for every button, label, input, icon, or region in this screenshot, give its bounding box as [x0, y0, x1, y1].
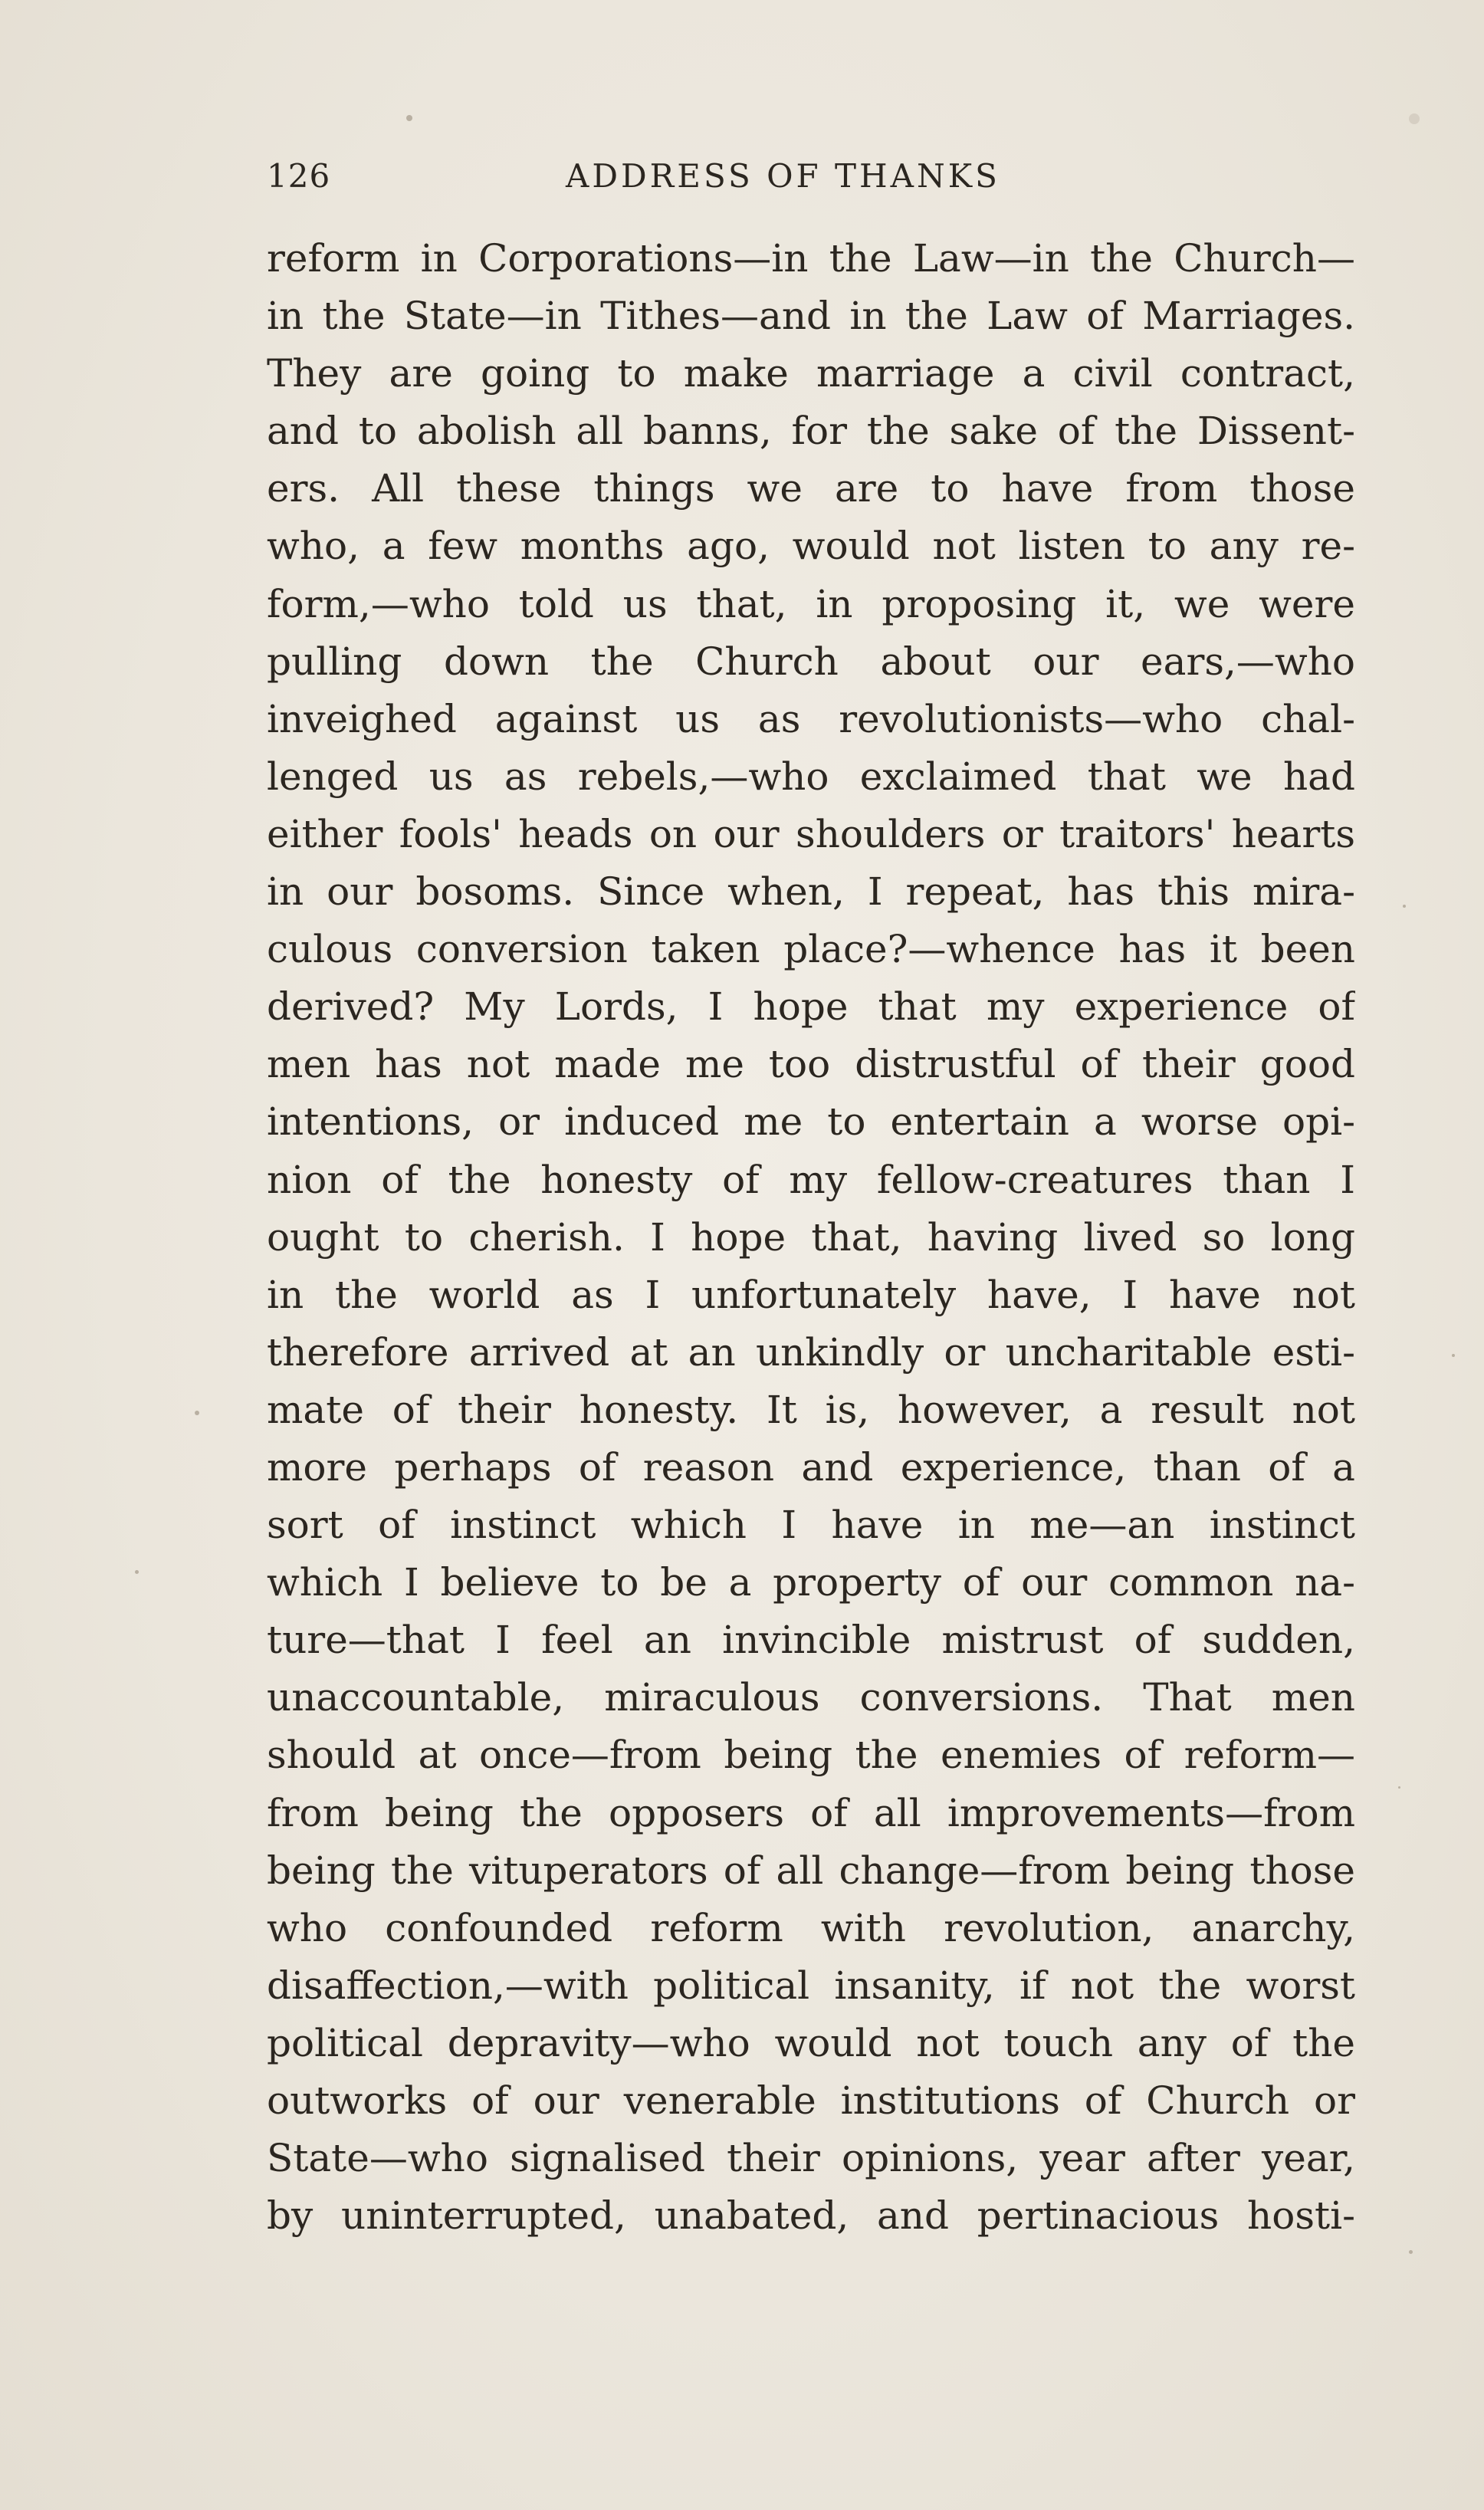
text-line: political depravity—who would not touch any of the	[267, 2020, 1355, 2065]
text-line: ought to cherish. I hope that, having lived so long	[267, 1214, 1355, 1260]
text-line: by uninterrupted, unabated, and pertinacious hosti-	[267, 2193, 1355, 2239]
running-head: ADDRESS OF THANKS	[566, 157, 1000, 195]
text-line: either fools' heads on our shoulders or traitors' hearts	[267, 811, 1355, 856]
text-line: more perhaps of reason and experience, than of a	[267, 1444, 1355, 1490]
text-line: who, a few months ago, would not listen to any re-	[267, 524, 1355, 569]
paper-speck	[1398, 1786, 1400, 1789]
text-line: reform in Corporations—in the Law—in the Church—	[267, 236, 1355, 281]
paper-speck	[406, 115, 412, 121]
paper-speck	[1409, 113, 1420, 124]
paper-speck	[1452, 1354, 1455, 1357]
text-line: in our bosoms. Since when, I repeat, has this mira-	[267, 869, 1355, 915]
text-line: State—who signalised their opinions, year after year,	[267, 2136, 1355, 2181]
text-line: in the State—in Tithes—and in the Law of Marriages.	[267, 294, 1355, 339]
text-line: disaffection,—with political insanity, if not the worst	[267, 1963, 1355, 2008]
text-line: inveighed against us as revolutionists—who chal-	[267, 696, 1355, 741]
page-header	[267, 153, 1049, 199]
text-line: who confounded reform with revolution, anarchy,	[267, 1905, 1355, 1950]
text-line: nion of the honesty of my fellow-creatures than I	[267, 1157, 1355, 1202]
text-line: outworks of our venerable institutions of Church or	[267, 2078, 1355, 2123]
paper-speck	[195, 1411, 199, 1415]
text-line: ers. All these things we are to have from those	[267, 466, 1355, 511]
text-line: in the world as I unfortunately have, I have not	[267, 1272, 1355, 1317]
text-line: pulling down the Church about our ears,—who	[267, 639, 1355, 684]
text-line: culous conversion taken place?—whence has it been	[267, 927, 1355, 972]
text-line: sort of instinct which I have in me—an instinct	[267, 1503, 1355, 1548]
paper-speck	[135, 1570, 139, 1574]
text-line: form,—who told us that, in proposing it, we were	[267, 581, 1355, 626]
text-line: mate of their honesty. It is, however, a result not	[267, 1387, 1355, 1432]
text-line: and to abolish all banns, for the sake of the Dissent-	[267, 409, 1355, 454]
text-line: ture—that I feel an invincible mistrust of sudden,	[267, 1618, 1355, 1663]
text-line: from being the opposers of all improvements—from	[267, 1790, 1355, 1835]
text-line: which I believe to be a property of our common na-	[267, 1560, 1355, 1605]
text-line: intentions, or induced me to entertain a worse opi-	[267, 1099, 1355, 1145]
text-line: lenged us as rebels,—who exclaimed that we had	[267, 754, 1355, 799]
text-line: unaccountable, miraculous conversions. That men	[267, 1675, 1355, 1720]
paper-speck	[1409, 2250, 1413, 2254]
text-line: derived? My Lords, I hope that my experience of	[267, 984, 1355, 1030]
text-line: being the vituperators of all change—from being those	[267, 1848, 1355, 1893]
body-text	[267, 230, 1355, 2245]
text-line: therefore arrived at an unkindly or uncharitable esti-	[267, 1329, 1355, 1375]
text-line: men has not made me too distrustful of their good	[267, 1042, 1355, 1087]
text-line: should at once—from being the enemies of reform—	[267, 1733, 1355, 1778]
paper-speck	[1403, 905, 1406, 908]
text-line: They are going to make marriage a civil contract,	[267, 351, 1355, 396]
page-number: 126	[267, 157, 331, 195]
